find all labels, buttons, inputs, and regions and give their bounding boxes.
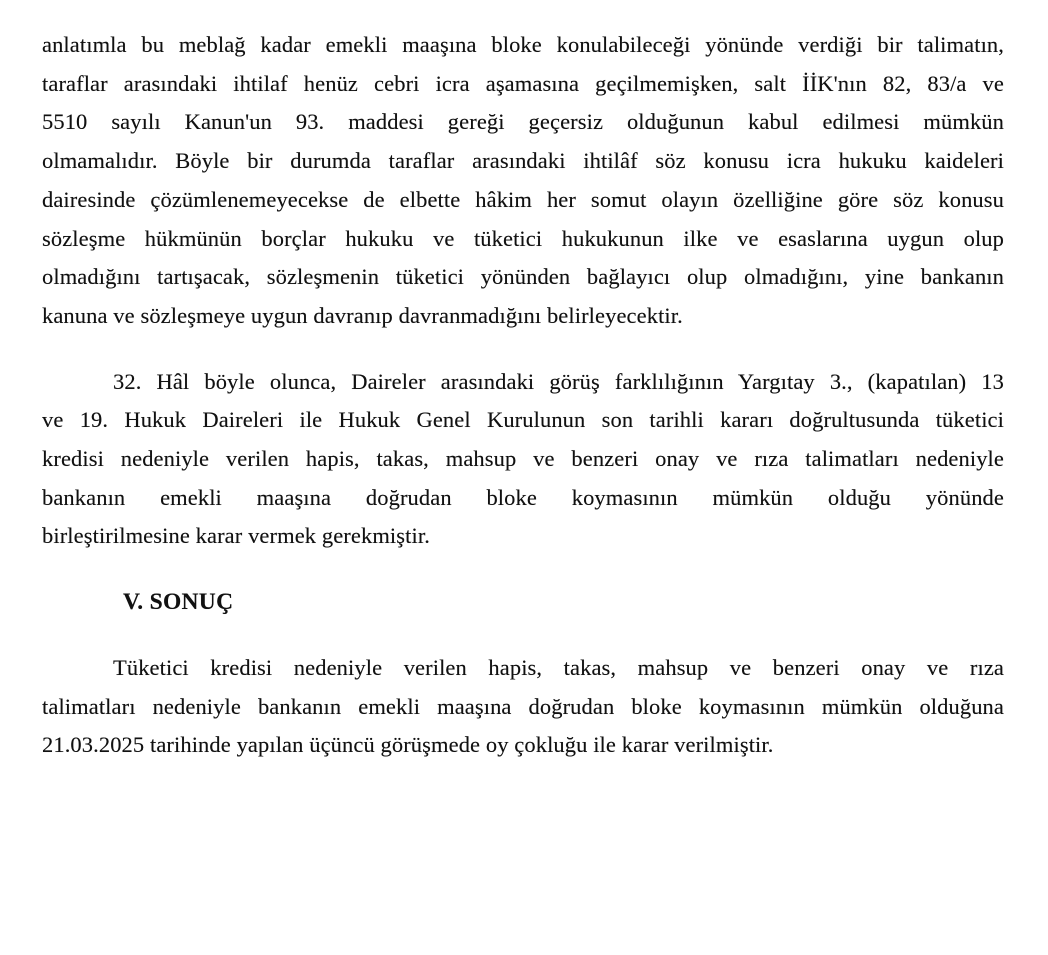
text-line: Tüketici kredisi nedeniyle verilen hapis, takas, mahsup ve benzeri onay ve rıza [113, 654, 1004, 680]
text-line: olmamalıdır. Böyle bir durumda taraflar arasındaki ihtilâf söz konusu icra hukuku kaideleri [42, 148, 1004, 174]
paragraph-conclusion [42, 649, 1004, 765]
text-line: talimatları nedeniyle bankanın emekli maaşına doğrudan bloke koymasının mümkün olduğuna [42, 693, 1004, 719]
text-line: 32. Hâl böyle olunca, Daireler arasındaki görüş farklılığının Yargıtay 3., (kapatılan) 13 [113, 368, 1004, 394]
text-line: ve 19. Hukuk Daireleri ile Hukuk Genel Kurulunun son tarihli kararı doğrultusunda tüketici [42, 407, 1004, 433]
text-line: sözleşme hükmünün borçlar hukuku ve tüketici hukukunun ilke ve esaslarına uygun olup [42, 225, 1004, 251]
text-line: kredisi nedeniyle verilen hapis, takas, mahsup ve benzeri onay ve rıza talimatları nedeniyle [42, 446, 1004, 472]
text-line: dairesinde çözümlenemeyecekse de elbette hâkim her somut olayın özelliğine göre söz konusu [42, 186, 1004, 212]
text-line: kanuna ve sözleşmeye uygun davranıp davranmadığını belirleyecektir. [42, 302, 683, 328]
paragraph-item-32 [42, 363, 1004, 557]
text-line: bankanın emekli maaşına doğrudan bloke koymasının mümkün olduğu yönünde [42, 484, 1004, 510]
text-line: anlatımla bu meblağ kadar emekli maaşına bloke konulabileceği yönünde verdiği bir talimatın, [42, 32, 1004, 57]
text-line: taraflar arasındaki ihtilaf henüz cebri icra aşamasına geçilmemişken, salt İİK'nın 82, 83/a ve [42, 70, 1004, 96]
text-line: olmadığını tartışacak, sözleşmenin tüketici yönünden bağlayıcı olup olmadığını, yine bankanın [42, 264, 1004, 290]
text-line: 21.03.2025 tarihinde yapılan üçüncü görüşmede oy çokluğu ile karar verilmiştir. [42, 732, 774, 758]
text-line: birleştirilmesine karar vermek gerekmiştir. [42, 523, 430, 549]
paragraph-continuation [42, 26, 1004, 336]
section-heading-sonuc: V. SONUÇ [123, 589, 234, 616]
text-line: 5510 sayılı Kanun'un 93. maddesi gereği geçersiz olduğunun kabul edilmesi mümkün [42, 109, 1004, 135]
